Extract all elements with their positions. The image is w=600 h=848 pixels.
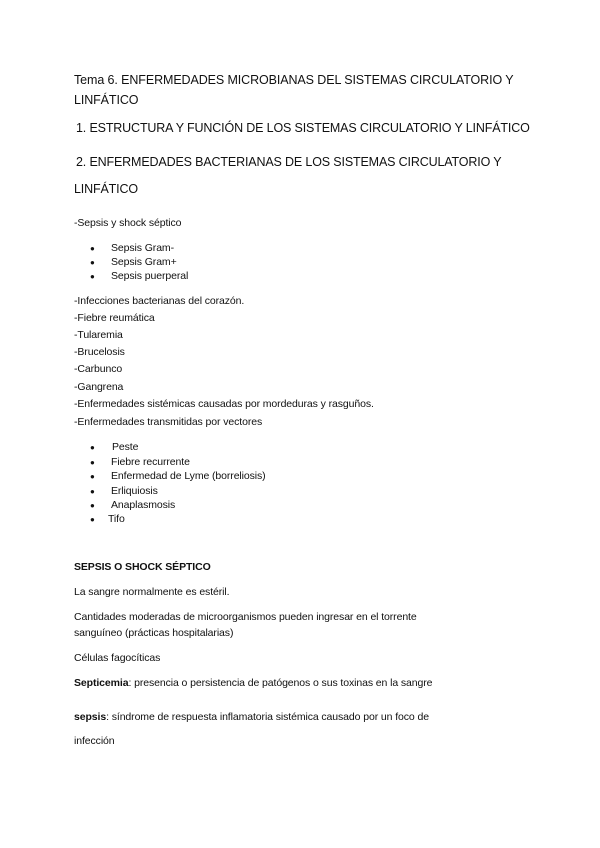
septicemia-definition [74, 677, 432, 689]
sepsis-definition-line-2: infección [74, 735, 115, 747]
bullet-icon: ● [90, 472, 95, 481]
sepsis-intro: -Sepsis y shock séptico [74, 217, 182, 229]
bullet-icon: ● [90, 272, 95, 281]
disease-item: -Enfermedades transmitidas por vectores [74, 416, 263, 428]
list-item: Erliquiosis [111, 485, 158, 497]
section-heading-2-line-2: LINFÁTICO [74, 182, 138, 196]
list-item: Peste [112, 441, 139, 453]
paragraph-1: La sangre normalmente es estéril. [74, 586, 230, 598]
disease-item: -Infecciones bacterianas del corazón. [74, 295, 245, 307]
list-item: Tifo [108, 513, 125, 525]
sepsis-definition-line-1 [74, 711, 429, 723]
bullet-icon: ● [90, 515, 95, 524]
sepsis-heading: SEPSIS O SHOCK SÉPTICO [74, 561, 211, 573]
bullet-icon: ● [90, 443, 95, 452]
section-heading-2-line-1: 2. ENFERMEDADES BACTERIANAS DE LOS SISTEMAS CIRCULATORIO Y [76, 155, 502, 169]
bullet-icon: ● [90, 487, 95, 496]
septicemia-term: Septicemia [74, 677, 129, 689]
bullet-icon: ● [90, 258, 95, 267]
list-item: Sepsis Gram+ [111, 256, 177, 268]
section-heading-1: 1. ESTRUCTURA Y FUNCIÓN DE LOS SISTEMAS CIRCULATORIO Y LINFÁTICO [76, 121, 530, 135]
disease-item: -Enfermedades sistémicas causadas por mordeduras y rasguños. [74, 398, 374, 410]
list-item: Sepsis Gram- [111, 242, 174, 254]
document-title-line-1: Tema 6. ENFERMEDADES MICROBIANAS DEL SISTEMAS CIRCULATORIO Y [74, 73, 514, 87]
bullet-icon: ● [90, 458, 95, 467]
document-title-line-2: LINFÁTICO [74, 93, 139, 107]
bullet-icon: ● [90, 501, 95, 510]
sepsis-term: sepsis [74, 711, 107, 723]
bullet-icon: ● [90, 244, 95, 253]
disease-item: -Tularemia [74, 329, 123, 341]
septicemia-text: : presencia o persistencia de patógenos o sus toxinas en la sangre [128, 677, 433, 689]
list-item: Anaplasmosis [111, 499, 176, 511]
paragraph-2-line-1: Cantidades moderadas de microorganismos pueden ingresar en el torrente [74, 611, 417, 623]
disease-item: -Brucelosis [74, 346, 125, 358]
list-item: Sepsis puerperal [111, 270, 189, 282]
paragraph-3: Células fagocíticas [74, 652, 161, 664]
disease-item: -Fiebre reumática [74, 312, 155, 324]
disease-item: -Gangrena [74, 381, 124, 393]
disease-item: -Carbunco [74, 363, 123, 375]
list-item: Fiebre recurrente [111, 456, 190, 468]
paragraph-2-line-2: sanguíneo (prácticas hospitalarias) [74, 627, 234, 639]
list-item: Enfermedad de Lyme (borreliosis) [111, 470, 266, 482]
sepsis-text: : síndrome de respuesta inflamatoria sistémica causado por un foco de [106, 711, 429, 723]
